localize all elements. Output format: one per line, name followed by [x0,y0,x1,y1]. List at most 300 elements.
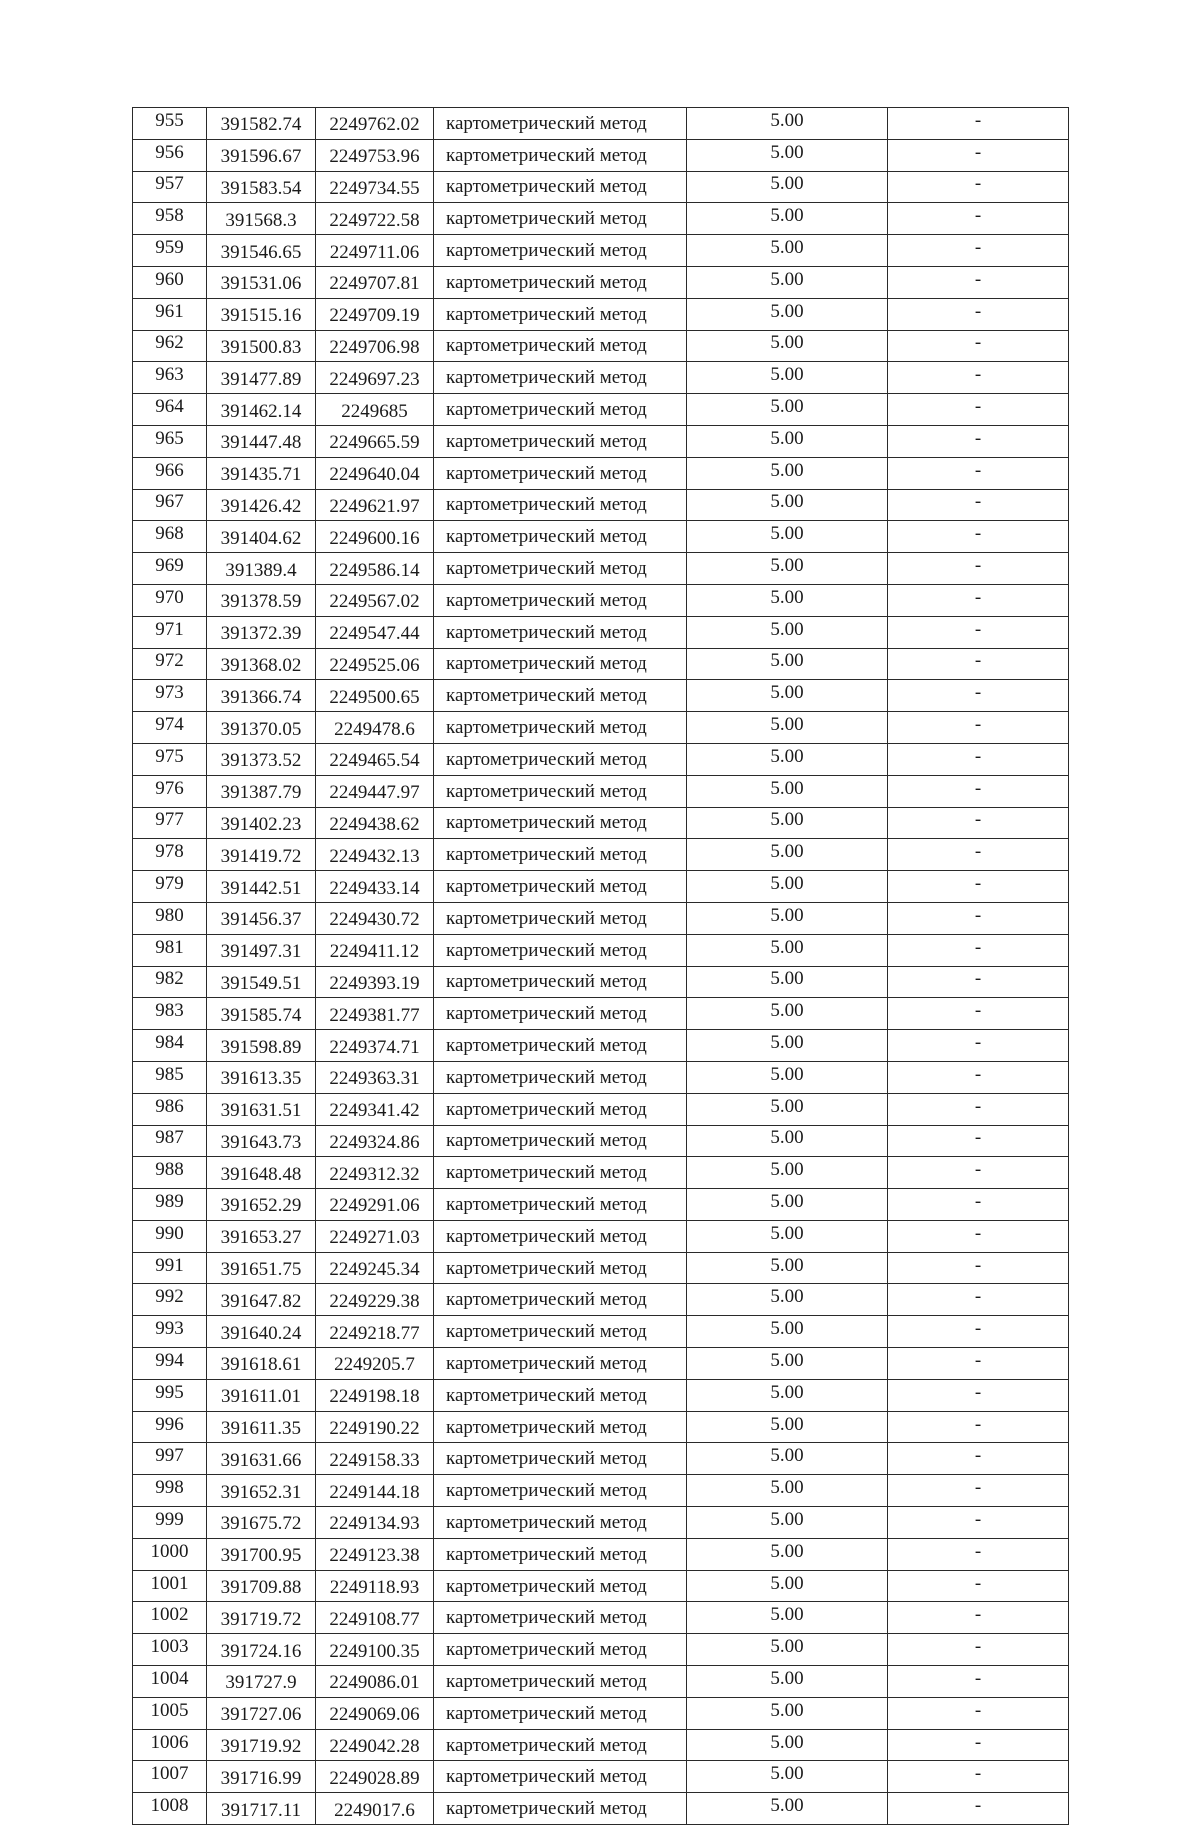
accuracy-cell [687,1220,888,1252]
y-coordinate-cell: 2249706.98 [316,330,434,362]
point-number-cell [133,139,207,171]
y-coordinate-cell: 2249567.02 [316,584,434,616]
table-row [133,1761,1069,1793]
method-cell: картометрический метод [434,203,687,235]
note-cell [888,1093,1069,1125]
x-coordinate-cell: 391404.62 [207,521,316,553]
y-coordinate-cell: 2249381.77 [316,998,434,1030]
y-coordinate-cell: 2249158.33 [316,1443,434,1475]
note-cell-text: - [974,1572,982,1594]
point-number-cell-text: 986 [155,1095,184,1117]
note-cell [888,1157,1069,1189]
note-cell-text: - [974,1795,982,1817]
method-cell: картометрический метод [434,839,687,871]
table-row [133,680,1069,712]
point-number-cell [133,521,207,553]
accuracy-cell [687,807,888,839]
point-number-cell [133,203,207,235]
point-number-cell-text: 999 [155,1508,184,1530]
table-row [133,775,1069,807]
accuracy-cell [687,775,888,807]
table-row [133,1411,1069,1443]
note-cell [888,266,1069,298]
point-number-cell-text: 980 [155,904,184,926]
accuracy-cell-text: 5.00 [770,1190,804,1212]
point-number-cell [133,1729,207,1761]
y-coordinate-cell: 2249229.38 [316,1284,434,1316]
method-cell: картометрический метод [434,139,687,171]
x-coordinate-cell: 391652.31 [207,1475,316,1507]
point-number-cell-text: 973 [155,682,184,704]
note-cell-text: - [974,1286,982,1308]
point-number-cell [133,394,207,426]
point-number-cell [133,1030,207,1062]
note-cell [888,394,1069,426]
point-number-cell [133,1793,207,1825]
point-number-cell [133,934,207,966]
accuracy-cell-text: 5.00 [770,618,804,640]
table-row [133,108,1069,140]
table-row [133,1697,1069,1729]
y-coordinate-cell: 2249123.38 [316,1538,434,1570]
y-coordinate-cell: 2249478.6 [316,712,434,744]
x-coordinate-cell: 391497.31 [207,934,316,966]
point-number-cell-text: 964 [155,396,184,418]
note-cell [888,1634,1069,1666]
note-cell [888,457,1069,489]
accuracy-cell [687,425,888,457]
method-cell: картометрический метод [434,1284,687,1316]
method-cell: картометрический метод [434,966,687,998]
accuracy-cell-text: 5.00 [770,332,804,354]
point-number-cell [133,266,207,298]
y-coordinate-cell: 2249393.19 [316,966,434,998]
point-number-cell [133,1602,207,1634]
method-cell: картометрический метод [434,1729,687,1761]
accuracy-cell [687,966,888,998]
point-number-cell-text: 965 [155,427,184,449]
point-number-cell-text: 982 [155,968,184,990]
y-coordinate-cell: 2249722.58 [316,203,434,235]
accuracy-cell-text: 5.00 [770,1795,804,1817]
point-number-cell-text: 1004 [150,1667,189,1689]
note-cell-text: - [974,873,982,895]
x-coordinate-cell: 391370.05 [207,712,316,744]
y-coordinate-cell: 2249028.89 [316,1761,434,1793]
accuracy-cell [687,584,888,616]
note-cell-text: - [974,1731,982,1753]
note-cell-text: - [974,841,982,863]
note-cell [888,1125,1069,1157]
point-number-cell-text: 977 [155,809,184,831]
point-number-cell [133,775,207,807]
note-cell [888,235,1069,267]
y-coordinate-cell: 2249086.01 [316,1666,434,1698]
x-coordinate-cell: 391727.9 [207,1666,316,1698]
point-number-cell [133,108,207,140]
y-coordinate-cell: 2249621.97 [316,489,434,521]
note-cell-text: - [974,1254,982,1276]
accuracy-cell [687,1411,888,1443]
note-cell-text: - [974,1032,982,1053]
y-coordinate-cell: 2249430.72 [316,902,434,934]
note-cell-text: - [974,1477,982,1499]
accuracy-cell-text: 5.00 [770,1063,804,1085]
point-number-cell [133,966,207,998]
x-coordinate-cell: 391643.73 [207,1125,316,1157]
accuracy-cell [687,1570,888,1602]
accuracy-cell-text: 5.00 [770,300,804,322]
note-cell [888,1666,1069,1698]
point-number-cell-text: 963 [155,364,184,386]
accuracy-cell-text: 5.00 [770,1254,804,1276]
point-number-cell-text: 970 [155,586,184,608]
x-coordinate-cell: 391647.82 [207,1284,316,1316]
point-number-cell [133,489,207,521]
accuracy-cell-text: 5.00 [770,1572,804,1594]
note-cell [888,712,1069,744]
note-cell [888,1284,1069,1316]
method-cell: картометрический метод [434,425,687,457]
point-number-cell-text: 989 [155,1190,184,1212]
point-number-cell-text: 996 [155,1413,184,1435]
note-cell [888,1538,1069,1570]
table-row [133,839,1069,871]
y-coordinate-cell: 2249447.97 [316,775,434,807]
method-cell: картометрический метод [434,712,687,744]
point-number-cell-text: 991 [155,1254,184,1276]
x-coordinate-cell: 391716.99 [207,1761,316,1793]
note-cell-text: - [974,1540,982,1562]
accuracy-cell [687,1634,888,1666]
accuracy-cell [687,1157,888,1189]
table-row [133,1538,1069,1570]
accuracy-cell-text: 5.00 [770,1349,804,1371]
x-coordinate-cell: 391596.67 [207,139,316,171]
accuracy-cell [687,1443,888,1475]
point-number-cell-text: 984 [155,1032,184,1053]
x-coordinate-cell: 391456.37 [207,902,316,934]
note-cell-text: - [974,1127,982,1149]
x-coordinate-cell: 391719.92 [207,1729,316,1761]
note-cell-text: - [974,1000,982,1022]
x-coordinate-cell: 391618.61 [207,1348,316,1380]
accuracy-cell [687,203,888,235]
x-coordinate-cell: 391700.95 [207,1538,316,1570]
note-cell [888,1411,1069,1443]
y-coordinate-cell: 2249144.18 [316,1475,434,1507]
method-cell: картометрический метод [434,1252,687,1284]
accuracy-cell [687,1602,888,1634]
point-number-cell [133,298,207,330]
accuracy-cell-text: 5.00 [770,745,804,767]
note-cell-text: - [974,1063,982,1085]
table-row [133,871,1069,903]
table-row [133,394,1069,426]
method-cell: картометрический метод [434,457,687,489]
accuracy-cell [687,616,888,648]
note-cell [888,553,1069,585]
x-coordinate-cell: 391373.52 [207,743,316,775]
x-coordinate-cell: 391426.42 [207,489,316,521]
note-cell-text: - [974,459,982,481]
table-row [133,966,1069,998]
accuracy-cell [687,521,888,553]
accuracy-cell-text: 5.00 [770,936,804,958]
table-row [133,1634,1069,1666]
note-cell-text: - [974,523,982,545]
accuracy-cell [687,330,888,362]
accuracy-cell [687,680,888,712]
method-cell: картометрический метод [434,1030,687,1062]
accuracy-cell [687,839,888,871]
method-cell: картометрический метод [434,1475,687,1507]
accuracy-cell-text: 5.00 [770,396,804,418]
method-cell: картометрический метод [434,1189,687,1221]
point-number-cell [133,1634,207,1666]
note-cell [888,998,1069,1030]
y-coordinate-cell: 2249762.02 [316,108,434,140]
table-row [133,330,1069,362]
point-number-cell [133,1252,207,1284]
y-coordinate-cell: 2249190.22 [316,1411,434,1443]
point-number-cell [133,1697,207,1729]
x-coordinate-cell: 391717.11 [207,1793,316,1825]
note-cell-text: - [974,396,982,418]
note-cell-text: - [974,745,982,767]
x-coordinate-cell: 391652.29 [207,1189,316,1221]
point-number-cell [133,1411,207,1443]
point-number-cell-text: 971 [155,618,184,640]
x-coordinate-cell: 391611.35 [207,1411,316,1443]
point-number-cell [133,1125,207,1157]
note-cell-text: - [974,1699,982,1721]
accuracy-cell [687,394,888,426]
accuracy-cell-text: 5.00 [770,1731,804,1753]
accuracy-cell [687,1061,888,1093]
note-cell [888,489,1069,521]
point-number-cell-text: 1006 [150,1731,189,1753]
table-row [133,457,1069,489]
table-row [133,171,1069,203]
y-coordinate-cell: 2249245.34 [316,1252,434,1284]
point-number-cell [133,1570,207,1602]
point-number-cell [133,1348,207,1380]
note-cell-text: - [974,904,982,926]
accuracy-cell-text: 5.00 [770,1318,804,1340]
table-row [133,362,1069,394]
accuracy-cell [687,743,888,775]
method-cell: картометрический метод [434,108,687,140]
point-number-cell-text: 997 [155,1445,184,1467]
method-cell: картометрический метод [434,1538,687,1570]
x-coordinate-cell: 391549.51 [207,966,316,998]
note-cell-text: - [974,1604,982,1626]
point-number-cell-text: 1008 [150,1795,189,1817]
y-coordinate-cell: 2249753.96 [316,139,434,171]
accuracy-cell-text: 5.00 [770,1763,804,1785]
y-coordinate-cell: 2249685 [316,394,434,426]
method-cell: картометрический метод [434,1061,687,1093]
method-cell: картометрический метод [434,1761,687,1793]
method-cell: картометрический метод [434,584,687,616]
note-cell-text: - [974,682,982,704]
note-cell [888,807,1069,839]
accuracy-cell-text: 5.00 [770,1222,804,1244]
note-cell [888,362,1069,394]
accuracy-cell [687,1538,888,1570]
note-cell [888,1443,1069,1475]
point-number-cell [133,1093,207,1125]
accuracy-cell [687,235,888,267]
point-number-cell [133,362,207,394]
accuracy-cell [687,1697,888,1729]
note-cell-text: - [974,1095,982,1117]
y-coordinate-cell: 2249017.6 [316,1793,434,1825]
note-cell [888,616,1069,648]
point-number-cell-text: 958 [155,205,184,227]
point-number-cell [133,553,207,585]
accuracy-cell [687,1284,888,1316]
accuracy-cell-text: 5.00 [770,268,804,290]
note-cell [888,1475,1069,1507]
note-cell [888,1729,1069,1761]
table-row [133,807,1069,839]
note-cell [888,1061,1069,1093]
x-coordinate-cell: 391651.75 [207,1252,316,1284]
note-cell-text: - [974,650,982,672]
table-row [133,1157,1069,1189]
y-coordinate-cell: 2249734.55 [316,171,434,203]
y-coordinate-cell: 2249324.86 [316,1125,434,1157]
x-coordinate-cell: 391402.23 [207,807,316,839]
note-cell [888,1570,1069,1602]
accuracy-cell-text: 5.00 [770,1413,804,1435]
note-cell [888,1379,1069,1411]
note-cell [888,1697,1069,1729]
accuracy-cell [687,1666,888,1698]
table-row [133,266,1069,298]
method-cell: картометрический метод [434,1697,687,1729]
table-row [133,1666,1069,1698]
point-number-cell [133,616,207,648]
table-row [133,934,1069,966]
note-cell-text: - [974,1667,982,1689]
accuracy-cell-text: 5.00 [770,1032,804,1053]
note-cell [888,934,1069,966]
note-cell [888,902,1069,934]
point-number-cell [133,743,207,775]
point-number-cell [133,330,207,362]
x-coordinate-cell: 391675.72 [207,1507,316,1539]
note-cell-text: - [974,491,982,513]
accuracy-cell-text: 5.00 [770,809,804,831]
method-cell: картометрический метод [434,998,687,1030]
accuracy-cell-text: 5.00 [770,1381,804,1403]
y-coordinate-cell: 2249069.06 [316,1697,434,1729]
y-coordinate-cell: 2249198.18 [316,1379,434,1411]
point-number-cell [133,807,207,839]
method-cell: картометрический метод [434,1220,687,1252]
note-cell-text: - [974,1159,982,1181]
table-row [133,902,1069,934]
y-coordinate-cell: 2249271.03 [316,1220,434,1252]
accuracy-cell [687,1189,888,1221]
note-cell-text: - [974,237,982,259]
accuracy-cell-text: 5.00 [770,1508,804,1530]
table-row [133,425,1069,457]
y-coordinate-cell: 2249438.62 [316,807,434,839]
point-number-cell [133,425,207,457]
note-cell [888,1252,1069,1284]
x-coordinate-cell: 391368.02 [207,648,316,680]
y-coordinate-cell: 2249291.06 [316,1189,434,1221]
y-coordinate-cell: 2249108.77 [316,1602,434,1634]
method-cell: картометрический метод [434,1507,687,1539]
table-row [133,1602,1069,1634]
table-row [133,1316,1069,1348]
point-number-cell [133,871,207,903]
method-cell: картометрический метод [434,1602,687,1634]
note-cell-text: - [974,777,982,799]
table-row [133,1507,1069,1539]
note-cell-text: - [974,1318,982,1340]
point-number-cell [133,584,207,616]
y-coordinate-cell: 2249697.23 [316,362,434,394]
point-number-cell-text: 998 [155,1477,184,1499]
accuracy-cell [687,1793,888,1825]
note-cell [888,1189,1069,1221]
method-cell: картометрический метод [434,1570,687,1602]
accuracy-cell [687,489,888,521]
point-number-cell-text: 1001 [150,1572,189,1594]
method-cell: картометрический метод [434,521,687,553]
accuracy-cell [687,171,888,203]
method-cell: картометрический метод [434,775,687,807]
note-cell-text: - [974,809,982,831]
table-row [133,1189,1069,1221]
x-coordinate-cell: 391378.59 [207,584,316,616]
accuracy-cell [687,1379,888,1411]
note-cell-text: - [974,109,982,131]
method-cell: картометрический метод [434,489,687,521]
note-cell-text: - [974,618,982,640]
y-coordinate-cell: 2249363.31 [316,1061,434,1093]
point-number-cell-text: 979 [155,873,184,895]
accuracy-cell-text: 5.00 [770,1286,804,1308]
accuracy-cell-text: 5.00 [770,1477,804,1499]
y-coordinate-cell: 2249709.19 [316,298,434,330]
note-cell-text: - [974,1349,982,1371]
point-number-cell [133,235,207,267]
table-row [133,1570,1069,1602]
x-coordinate-cell: 391582.74 [207,108,316,140]
note-cell [888,1316,1069,1348]
method-cell: картометрический метод [434,266,687,298]
accuracy-cell [687,1729,888,1761]
accuracy-cell [687,298,888,330]
x-coordinate-cell: 391515.16 [207,298,316,330]
accuracy-cell-text: 5.00 [770,1699,804,1721]
method-cell: картометрический метод [434,1157,687,1189]
point-number-cell [133,1284,207,1316]
accuracy-cell [687,266,888,298]
note-cell-text: - [974,332,982,354]
y-coordinate-cell: 2249586.14 [316,553,434,585]
y-coordinate-cell: 2249711.06 [316,235,434,267]
accuracy-cell-text: 5.00 [770,714,804,736]
point-number-cell-text: 1002 [150,1604,189,1626]
